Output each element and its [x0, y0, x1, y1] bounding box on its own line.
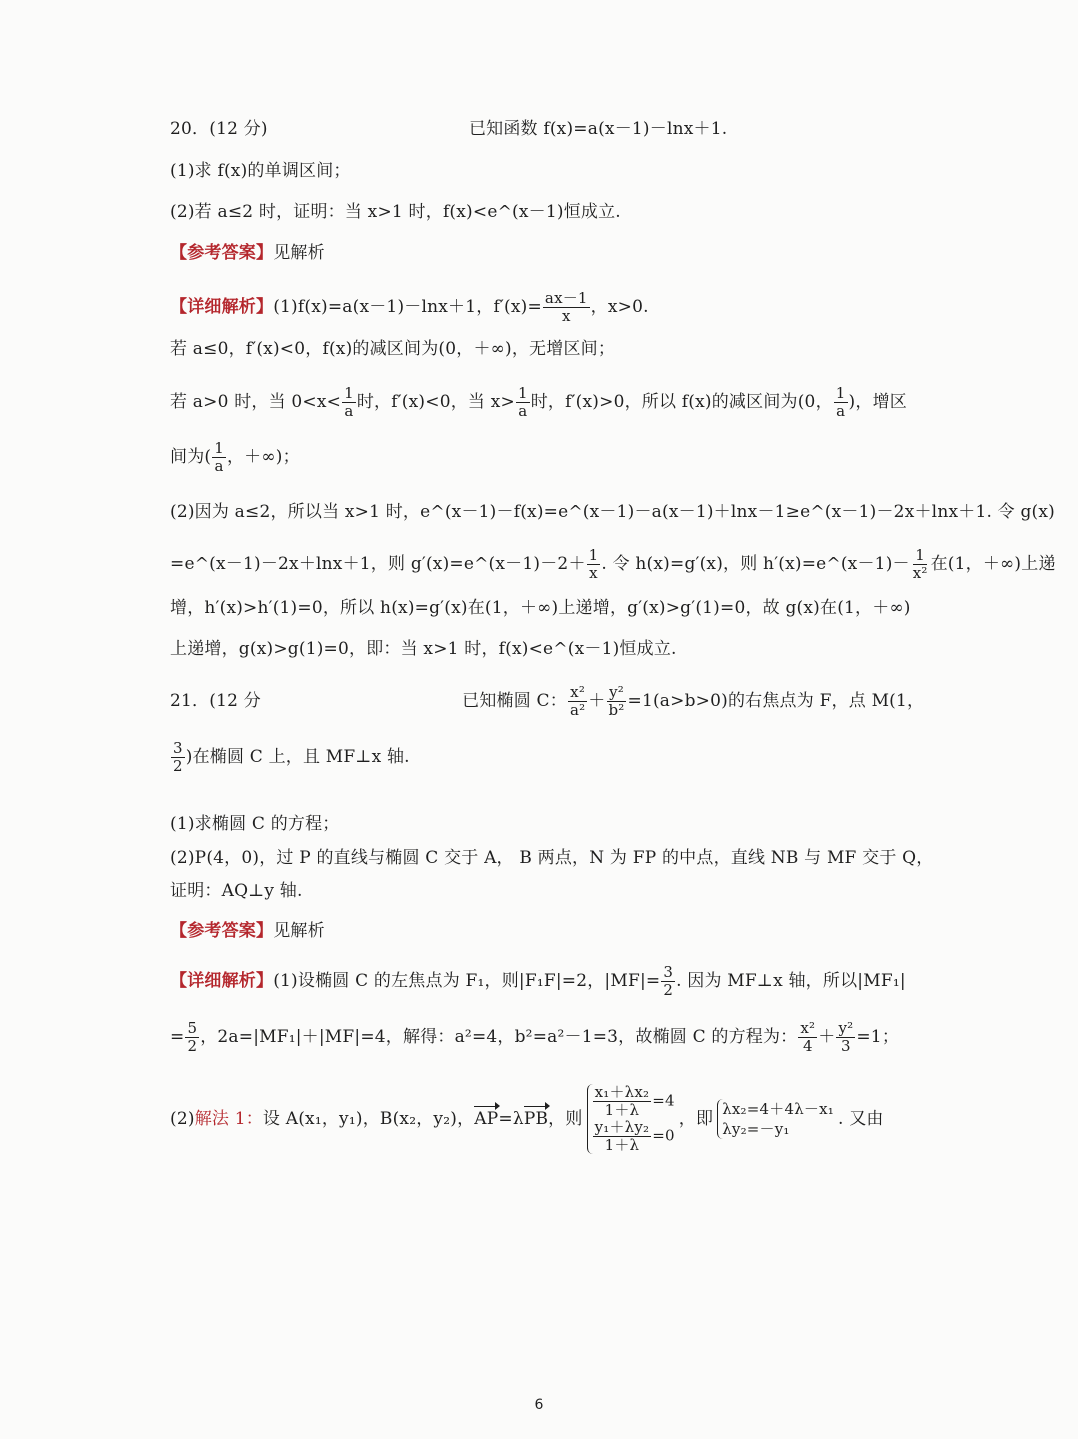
q20-sol1-text: (1)f(x)=a(x－1)－lnx＋1，f′(x)= — [273, 297, 542, 317]
q20-part1: (1)求 f(x)的单调区间； — [170, 161, 351, 181]
fraction-numerator: 1 — [517, 384, 528, 402]
q20-sol3-text-a: 若 a>0 时，当 0<x< — [170, 392, 342, 412]
q21-stem-c: )在椭圆 C 上，且 MF⊥x 轴. — [185, 747, 410, 767]
vector-ap: AP — [474, 1109, 499, 1129]
q21-part2-a: (2)P(4，0)，过 P 的直线与椭圆 C 交于 A， B 两点，N 为 FP 的中点，直线 NB 与 MF 交于 Q， — [170, 848, 934, 868]
q21-stem-line2 — [170, 740, 410, 775]
fraction-denominator: a — [836, 402, 846, 420]
fraction-1-over-a — [342, 385, 356, 420]
q21-number: 21．(12 分 — [170, 691, 261, 711]
q20-sol3-text-c: 时，f′(x)>0，所以 f(x)的减区间为(0， — [530, 392, 833, 412]
system1-fraction2 — [593, 1119, 652, 1154]
system2-row2: λy₂=－y₁ — [722, 1120, 790, 1138]
fraction-denominator: 2 — [187, 1037, 198, 1055]
q20-number: 20．(12 分) — [170, 119, 268, 139]
fraction-denominator: b² — [608, 701, 625, 719]
q20-sol3-text-d: )，增区 — [848, 392, 907, 412]
equation-system-1 — [587, 1084, 675, 1154]
q21-sol2-text-b: ，2a=|MF₁|＋|MF|=4，解得：a²=4，b²=a²－1=3，故椭圆 C 的方程为： — [200, 1027, 798, 1047]
q20-sol3-text-b: 时，f′(x)<0，当 x> — [356, 392, 515, 412]
system1-row1 — [592, 1084, 675, 1119]
fraction-numerator: 1 — [214, 439, 224, 457]
fraction-denominator: a² — [569, 701, 586, 719]
fraction-denominator: 2 — [173, 757, 183, 775]
q21-detail-tag: 【详细解析】 — [170, 971, 274, 991]
fraction-1-over-a — [212, 440, 226, 475]
q20-solution-line7: 增，h′(x)>h′(1)=0，所以 h(x)=g′(x)在(1，＋∞)上递增，g′(x)>g′(1)=0，故 g(x)在(1，＋∞) — [170, 598, 911, 618]
fraction-x2-over-4 — [798, 1020, 817, 1055]
q21-stem-a: 已知椭圆 C： — [462, 691, 567, 711]
equation-system-2 — [717, 1099, 834, 1139]
fraction-denominator: 4 — [802, 1037, 813, 1055]
q20-solution-line3 — [170, 385, 907, 420]
q21-answer — [170, 920, 325, 942]
vector-equals-lambda: =λ — [498, 1109, 524, 1129]
q20-sol6-text-c: 在(1，＋∞)上递 — [930, 554, 1056, 574]
q21-sol3-text-b: 设 A(x₁，y₁)，B(x₂，y₂)， — [262, 1109, 475, 1129]
fraction-denominator: x² — [912, 564, 928, 582]
fraction-1-over-a — [516, 385, 530, 420]
q20-derivative-fraction — [543, 290, 590, 325]
fraction-numerator: 3 — [173, 739, 183, 757]
q20-solution-line4 — [170, 440, 300, 475]
q20-sol1-tail: ，x>0. — [590, 297, 649, 317]
q20-stem: 已知函数 f(x)=a(x－1)－lnx＋1. — [468, 119, 728, 139]
fraction-numerator: y² — [609, 683, 624, 701]
system1-row2 — [592, 1119, 675, 1154]
q21-stem-b: =1(a>b>0)的右焦点为 F，点 M(1， — [627, 691, 925, 711]
fraction-denominator: a — [214, 457, 224, 475]
q20-sol6-text-b: . 令 h(x)=g′(x)，则 h′(x)=e^(x－1)－ — [601, 554, 910, 574]
fraction-y2-over-b2 — [607, 684, 627, 719]
fraction-denominator: a — [344, 402, 354, 420]
fraction-numerator: x₁＋λx₂ — [594, 1083, 650, 1101]
q20-answer-tag: 【参考答案】 — [170, 243, 274, 263]
q21-answer-tag: 【参考答案】 — [170, 921, 274, 941]
q20-part2: (2)若 a≤2 时，证明：当 x>1 时，f(x)<e^(x－1)恒成立. — [170, 202, 621, 222]
fraction-denominator: 1＋λ — [604, 1101, 640, 1119]
system1-fraction1 — [593, 1084, 652, 1119]
fraction-numerator: y₁＋λy₂ — [594, 1118, 650, 1136]
fraction-1-over-x2 — [911, 547, 930, 582]
fraction-numerator: 1 — [915, 546, 926, 564]
q20-answer-text: 见解析 — [273, 243, 325, 263]
q20-solution-line5: (2)因为 a≤2，所以当 x>1 时，e^(x－1)－f(x)=e^(x－1)－a(x－1)＋lnx－1≥e^(x－1)－2x＋lnx＋1. 令 g(x) — [170, 502, 1056, 522]
q21-sol3-text-e: . 又由 — [838, 1109, 884, 1129]
fraction-y2-over-3 — [836, 1020, 855, 1055]
q20-detail-tag: 【详细解析】 — [170, 297, 274, 317]
q20-header — [170, 118, 727, 140]
fraction-denominator: 1＋λ — [604, 1136, 640, 1154]
q20-solution-line2: 若 a≤0，f′(x)<0，f(x)的减区间为(0，＋∞)，无增区间； — [170, 339, 616, 359]
fraction-3-over-2 — [661, 964, 675, 999]
q21-sol3-text-a: (2) — [170, 1109, 195, 1129]
q20-sol4-text-b: ，＋∞)； — [226, 447, 300, 467]
fraction-numerator: 1 — [835, 384, 846, 402]
page-number: 6 — [534, 1397, 544, 1413]
fraction-denominator: x — [561, 307, 571, 325]
fraction-numerator: 3 — [663, 963, 674, 981]
q21-solution-line3 — [170, 1064, 884, 1174]
fraction-x2-over-a2 — [568, 684, 587, 719]
q21-sol2-text-c: =1； — [856, 1027, 900, 1047]
q21-answer-text: 见解析 — [273, 921, 325, 941]
system2-row1: λx₂=4＋4λ－x₁ — [722, 1100, 835, 1118]
fraction-numerator: 5 — [187, 1019, 198, 1037]
q21-sol3-text-d: ，即 — [678, 1109, 714, 1129]
q21-part2-b: 证明：AQ⊥y 轴. — [170, 881, 303, 901]
q21-header: 21．(12 分 已知椭圆 C： $\frac{\text{x²}}{\text{a²}}$ ＋ $\frac{\text{y²}}{\text{b²}}$ =1(a>b>0)的右焦点为 F，点 M(1， — [170, 683, 925, 719]
fraction-numerator: ax－1 — [544, 289, 588, 307]
fraction-numerator: 1 — [344, 384, 354, 402]
q21-sol1-text-b: . 因为 MF⊥x 轴，所以|MF₁| — [676, 971, 906, 991]
q21-solution-line2: = $\frac{5}{2}$ ，2a=|MF₁|＋|MF|=4，解得：a²=4，b²=a²－1=3，故椭圆 C 的方程为： $\frac{\text{x²}}{4}$ ＋ $\frac{\text{y²}}{3}$ =1； — [170, 1019, 900, 1055]
fraction-numerator: y² — [838, 1019, 854, 1037]
fraction-denominator: a — [518, 402, 528, 420]
q20-solution-line6 — [170, 547, 1056, 582]
fraction-denominator: 2 — [663, 981, 674, 999]
q21-part1: (1)求椭圆 C 的方程； — [170, 814, 340, 834]
q20-solution-line8: 上递增，g(x)>g(1)=0，即：当 x>1 时，f(x)<e^(x－1)恒成立. — [170, 639, 677, 659]
fraction-numerator: 1 — [588, 546, 599, 564]
system1-rhs2: =0 — [652, 1126, 675, 1145]
fraction-numerator: x² — [800, 1019, 816, 1037]
q21-sol1-text-a: (1)设椭圆 C 的左焦点为 F₁，则|F₁F|=2，|MF|= — [273, 971, 661, 991]
fraction-denominator: x — [589, 564, 598, 582]
fraction-5-over-2 — [185, 1020, 199, 1055]
fraction-3-over-2 — [171, 740, 185, 775]
q20-answer — [170, 242, 325, 264]
q20-solution-line1 — [170, 290, 649, 325]
q20-sol4-text-a: 间为( — [170, 447, 212, 467]
fraction-numerator: x² — [570, 683, 586, 701]
fraction-1-over-a — [834, 385, 848, 420]
vector-pb: PB — [523, 1109, 549, 1129]
q21-solution-line1 — [170, 964, 906, 999]
q21-method-label: 解法 1： — [194, 1109, 263, 1129]
fraction-denominator: 3 — [841, 1037, 851, 1055]
fraction-1-over-x — [587, 547, 601, 582]
system1-rhs1: =4 — [652, 1091, 675, 1110]
q20-sol6-text-a: =e^(x－1)－2x＋lnx＋1，则 g′(x)=e^(x－1)－2＋ — [170, 554, 586, 574]
q21-sol3-text-c: ，则 — [548, 1109, 583, 1129]
q21-sol2-text-a: = — [170, 1027, 185, 1047]
